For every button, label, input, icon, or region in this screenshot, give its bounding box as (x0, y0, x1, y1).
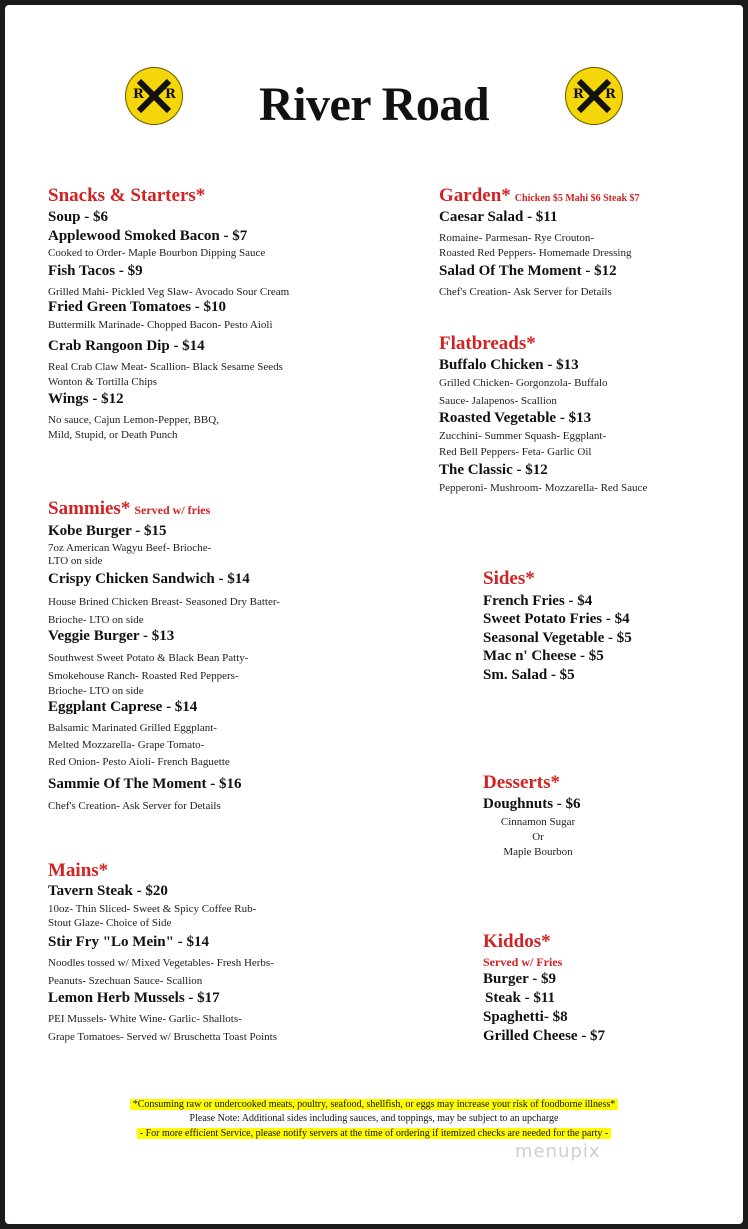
item-description: Zucchini- Summer Squash- Eggplant- (439, 430, 607, 442)
menu-item: Soup - $6 (48, 209, 109, 225)
item-description: LTO on side (48, 555, 103, 567)
menu-item: Grilled Cheese - $7 (483, 1028, 606, 1044)
item-description: Red Bell Peppers- Feta- Garlic Oil (439, 446, 592, 458)
menu-item: The Classic - $12 (439, 462, 548, 478)
item-description: Smokehouse Ranch- Roasted Red Peppers- (48, 670, 239, 682)
menu-item: Salad Of The Moment - $12 (439, 263, 617, 279)
item-description: Balsamic Marinated Grilled Eggplant- (48, 722, 217, 734)
railroad-crossing-logo-right: R R (565, 67, 623, 125)
menu-item: Sweet Potato Fries - $4 (483, 611, 630, 627)
section-title-sides: Sides* (483, 568, 535, 589)
item-description: Buttermilk Marinade- Chopped Bacon- Pesto Aioli (48, 319, 273, 331)
item-description: Pepperoni- Mushroom- Mozzarella- Red Sauce (439, 482, 648, 494)
item-description: PEI Mussels- White Wine- Garlic- Shallots- (48, 1013, 242, 1025)
section-title-flatbreads: Flatbreads* (439, 333, 536, 354)
menu-item: Sammie Of The Moment - $16 (48, 776, 242, 792)
item-description: Chef's Creation- Ask Server for Details (439, 286, 612, 298)
menu-item: Sm. Salad - $5 (483, 667, 575, 683)
item-description: Maple Bourbon (503, 846, 573, 858)
item-description: Or (532, 831, 544, 843)
itemized-checks-notice: - For more efficient Service, please notify servers at the time of ordering if itemized checks are needed for the party - (5, 1128, 743, 1139)
railroad-crossing-logo-left: R R (125, 67, 183, 125)
item-description: Grilled Mahi- Pickled Veg Slaw- Avocado Sour Cream (48, 286, 290, 298)
menu-item: Seasonal Vegetable - $5 (483, 630, 632, 646)
menu-item: Stir Fry "Lo Mein" - $14 (48, 934, 209, 950)
section-note: Chicken $5 Mahi $6 Steak $7 (514, 193, 640, 204)
menu-item: Eggplant Caprese - $14 (48, 699, 198, 715)
section-note: Served w/ fries (134, 503, 211, 517)
item-description: Real Crab Claw Meat- Scallion- Black Sesame Seeds (48, 361, 283, 373)
item-description: Mild, Stupid, or Death Punch (48, 429, 178, 441)
menu-item: Spaghetti- $8 (483, 1009, 568, 1025)
menu-item: Lemon Herb Mussels - $17 (48, 990, 220, 1006)
menu-item: Crispy Chicken Sandwich - $14 (48, 571, 250, 587)
item-description: No sauce, Cajun Lemon-Pepper, BBQ, (48, 414, 219, 426)
item-description: Grilled Chicken- Gorgonzola- Buffalo (439, 377, 608, 389)
item-description: Southwest Sweet Potato & Black Bean Patty- (48, 652, 249, 664)
watermark: menupix (515, 1141, 601, 1162)
menu-item: Buffalo Chicken - $13 (439, 357, 579, 373)
menu-item: French Fries - $4 (483, 593, 593, 609)
item-description: Melted Mozzarella- Grape Tomato- (48, 739, 205, 751)
upcharge-notice: Please Note: Additional sides including sauces, and toppings, may be subject to an upcharge (189, 1113, 559, 1124)
menu-item: Tavern Steak - $20 (48, 883, 168, 899)
item-description: Peanuts- Szechuan Sauce- Scallion (48, 975, 203, 987)
item-description: Grape Tomatoes- Served w/ Bruschetta Toast Points (48, 1031, 278, 1043)
item-description: Cooked to Order- Maple Bourbon Dipping Sauce (48, 247, 266, 259)
section-note: Served w/ Fries (483, 955, 563, 969)
item-description: Stout Glaze- Choice of Side (48, 917, 172, 929)
item-description: Chef's Creation- Ask Server for Details (48, 800, 221, 812)
menu-item: Kobe Burger - $15 (48, 523, 167, 539)
menu-item: Caesar Salad - $11 (439, 209, 558, 225)
section-title-desserts: Desserts* (483, 772, 561, 793)
item-description: Noodles tossed w/ Mixed Vegetables- Fresh Herbs- (48, 957, 274, 969)
item-description: Wonton & Tortilla Chips (48, 376, 158, 388)
menu-item: Veggie Burger - $13 (48, 628, 175, 644)
section-title-mains: Mains* (48, 860, 109, 881)
item-description: 7oz American Wagyu Beef- Brioche- (48, 542, 212, 554)
section-title-sammies: Sammies* Served w/ fries (48, 498, 211, 519)
item-description: Cinnamon Sugar (500, 816, 576, 828)
item-description: Brioche- LTO on side (48, 614, 144, 626)
item-description: House Brined Chicken Breast- Seasoned Dry Batter- (48, 596, 280, 608)
menu-item: Doughnuts - $6 (483, 796, 581, 812)
menu-item: Steak - $11 (485, 990, 556, 1006)
item-description: Red Onion- Pesto Aioli- French Baguette (48, 756, 230, 768)
menu-item: Mac n' Cheese - $5 (483, 648, 604, 664)
menu-item: Wings - $12 (48, 391, 124, 407)
item-description: 10oz- Thin Sliced- Sweet & Spicy Coffee Rub- (48, 903, 257, 915)
menu-page (5, 5, 743, 1224)
section-title-garden: Garden* Chicken $5 Mahi $6 Steak $7 (439, 185, 640, 206)
menu-item: Crab Rangoon Dip - $14 (48, 338, 205, 354)
menu-item: Applewood Smoked Bacon - $7 (48, 228, 248, 244)
menu-item: Burger - $9 (483, 971, 557, 987)
section-title-snacks: Snacks & Starters* (48, 185, 206, 206)
item-description: Brioche- LTO on side (48, 685, 144, 697)
menu-item: Fish Tacos - $9 (48, 263, 143, 279)
item-description: Romaine- Parmesan- Rye Crouton- (439, 232, 595, 244)
menu-item: Fried Green Tomatoes - $10 (48, 299, 227, 315)
restaurant-title: River Road (258, 78, 490, 131)
menu-item: Roasted Vegetable - $13 (439, 410, 592, 426)
item-description: Roasted Red Peppers- Homemade Dressing (439, 247, 632, 259)
section-title-kiddos: Kiddos* (483, 931, 551, 952)
food-safety-notice: *Consuming raw or undercooked meats, poultry, seafood, shellfish, or eggs may increase your risk of foodborne illness* (5, 1099, 743, 1110)
item-description: Sauce- Jalapenos- Scallion (439, 395, 557, 407)
